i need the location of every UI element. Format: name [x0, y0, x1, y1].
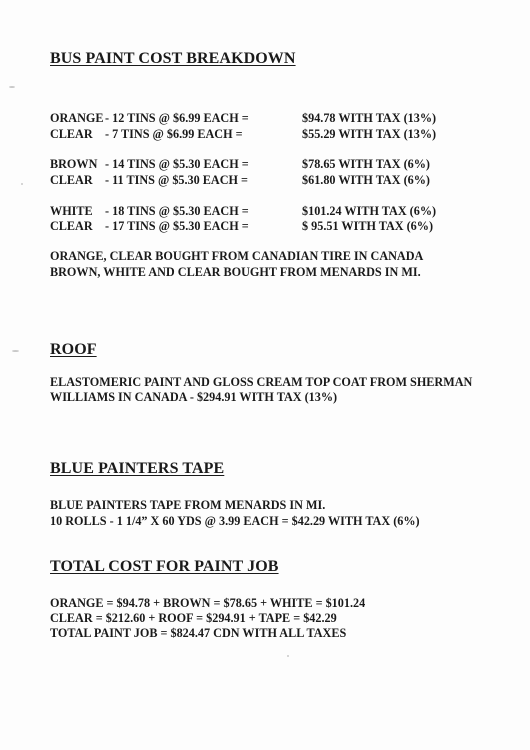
purchase-note: ORANGE, CLEAR BOUGHT FROM CANADIAN TIRE IN CANADA [50, 249, 424, 263]
total-line: ORANGE = $94.78 + BROWN = $78.65 + WHITE = $101.24 [50, 596, 366, 610]
tape-heading: BLUE PAINTERS TAPE [50, 460, 225, 477]
paint-total: $61.80 WITH TAX (6%) [302, 173, 430, 187]
paint-total: $78.65 WITH TAX (6%) [302, 157, 430, 171]
total-line: TOTAL PAINT JOB = $824.47 CDN WITH ALL TAXES [50, 626, 347, 640]
paint-total: $55.29 WITH TAX (13%) [302, 127, 437, 141]
paint-color: CLEAR [50, 127, 93, 141]
paint-color: BROWN [50, 157, 98, 171]
paint-color: CLEAR [50, 219, 93, 233]
paint-color: ORANGE [50, 111, 104, 125]
paint-quantity: - 18 TINS @ $5.30 EACH = [105, 204, 249, 218]
roof-line: ELASTOMERIC PAINT AND GLOSS CREAM TOP COAT FROM SHERMAN [50, 375, 473, 389]
paint-total: $ 95.51 WITH TAX (6%) [302, 219, 434, 233]
paint-total: $94.78 WITH TAX (13%) [302, 111, 437, 125]
roof-line: WILLIAMS IN CANADA - $294.91 WITH TAX (13%) [50, 390, 338, 404]
roof-heading: ROOF [50, 341, 97, 358]
tape-line: 10 ROLLS - 1 1/4” X 60 YDS @ 3.99 EACH = $42.29 WITH TAX (6%) [50, 514, 420, 528]
total-heading: TOTAL COST FOR PAINT JOB [50, 558, 279, 575]
paint-color: CLEAR [50, 173, 93, 187]
paint-quantity: - 14 TINS @ $5.30 EACH = [105, 157, 249, 171]
purchase-note: BROWN, WHITE AND CLEAR BOUGHT FROM MENARDS IN MI. [50, 265, 421, 279]
total-line: CLEAR = $212.60 + ROOF = $294.91 + TAPE = $42.29 [50, 611, 337, 625]
paint-quantity: - 11 TINS @ $5.30 EACH = [105, 173, 248, 187]
paint-quantity: - 17 TINS @ $5.30 EACH = [105, 219, 249, 233]
page-title: BUS PAINT COST BREAKDOWN [50, 50, 296, 67]
tape-line: BLUE PAINTERS TAPE FROM MENARDS IN MI. [50, 498, 326, 512]
paint-quantity: - 7 TINS @ $6.99 EACH = [105, 127, 243, 141]
paint-quantity: - 12 TINS @ $6.99 EACH = [105, 111, 249, 125]
paint-color: WHITE [50, 204, 93, 218]
paint-total: $101.24 WITH TAX (6%) [302, 204, 437, 218]
